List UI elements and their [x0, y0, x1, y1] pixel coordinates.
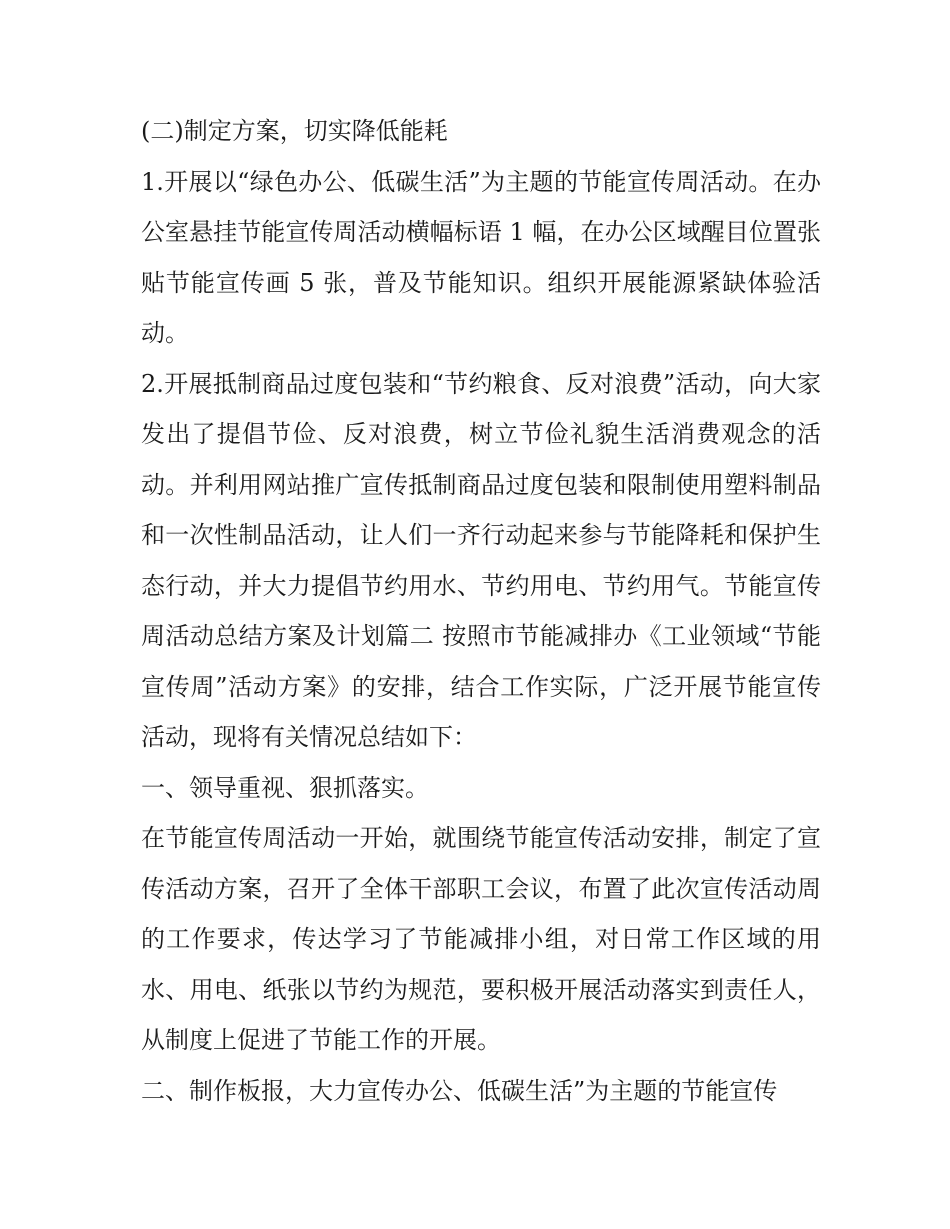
paragraph-leadership: 在节能宣传周活动一开始，就围绕节能宣传活动安排，制定了宣传活动方案，召开了全体干部职工会议，布置了此次宣传活动周的工作要求，传达学习了节能减排小组，对日常工作区域的用水、用电、纸张以节约为规范，要积极开展活动落实到责任人，从制度上促进了节能工作的开展。	[141, 824, 821, 1054]
section-heading-leadership: 一、领导重视、狠抓落实。	[141, 773, 429, 802]
document-body	[141, 106, 821, 1116]
section-heading-board: 二、制作板报，大力宣传办公、低碳生活”为主题的节能宣传	[141, 1076, 778, 1105]
paragraph-item-2: 2.开展抵制商品过度包装和“节约粮食、反对浪费”活动，向大家发出了提倡节俭、反对浪费，树立节俭礼貌生活消费观念的活动。并利用网站推广宣传抵制商品过度包装和限制使用塑料制品和一次性制品活动，让人们一齐行动起来参与节能降耗和保护生态行动，并大力提倡节约用水、节约用电、节约用气。节能宣传周活动总结方案及计划篇二 按照市节能减排办《工业领域“节能宣传周”活动方案》的安排，结合工作实际，广泛开展节能宣传活动，现将有关情况总结如下：	[141, 369, 821, 751]
paragraph-item-1: 1.开展以“绿色办公、低碳生活”为主题的节能宣传周活动。在办公室悬挂节能宣传周活动横幅标语 1 幅，在办公区域醒目位置张贴节能宣传画 5 张，普及节能知识。组织开展能源紧缺体验活动。	[141, 167, 821, 347]
section-heading-plan: (二)制定方案，切实降低能耗	[141, 117, 448, 145]
